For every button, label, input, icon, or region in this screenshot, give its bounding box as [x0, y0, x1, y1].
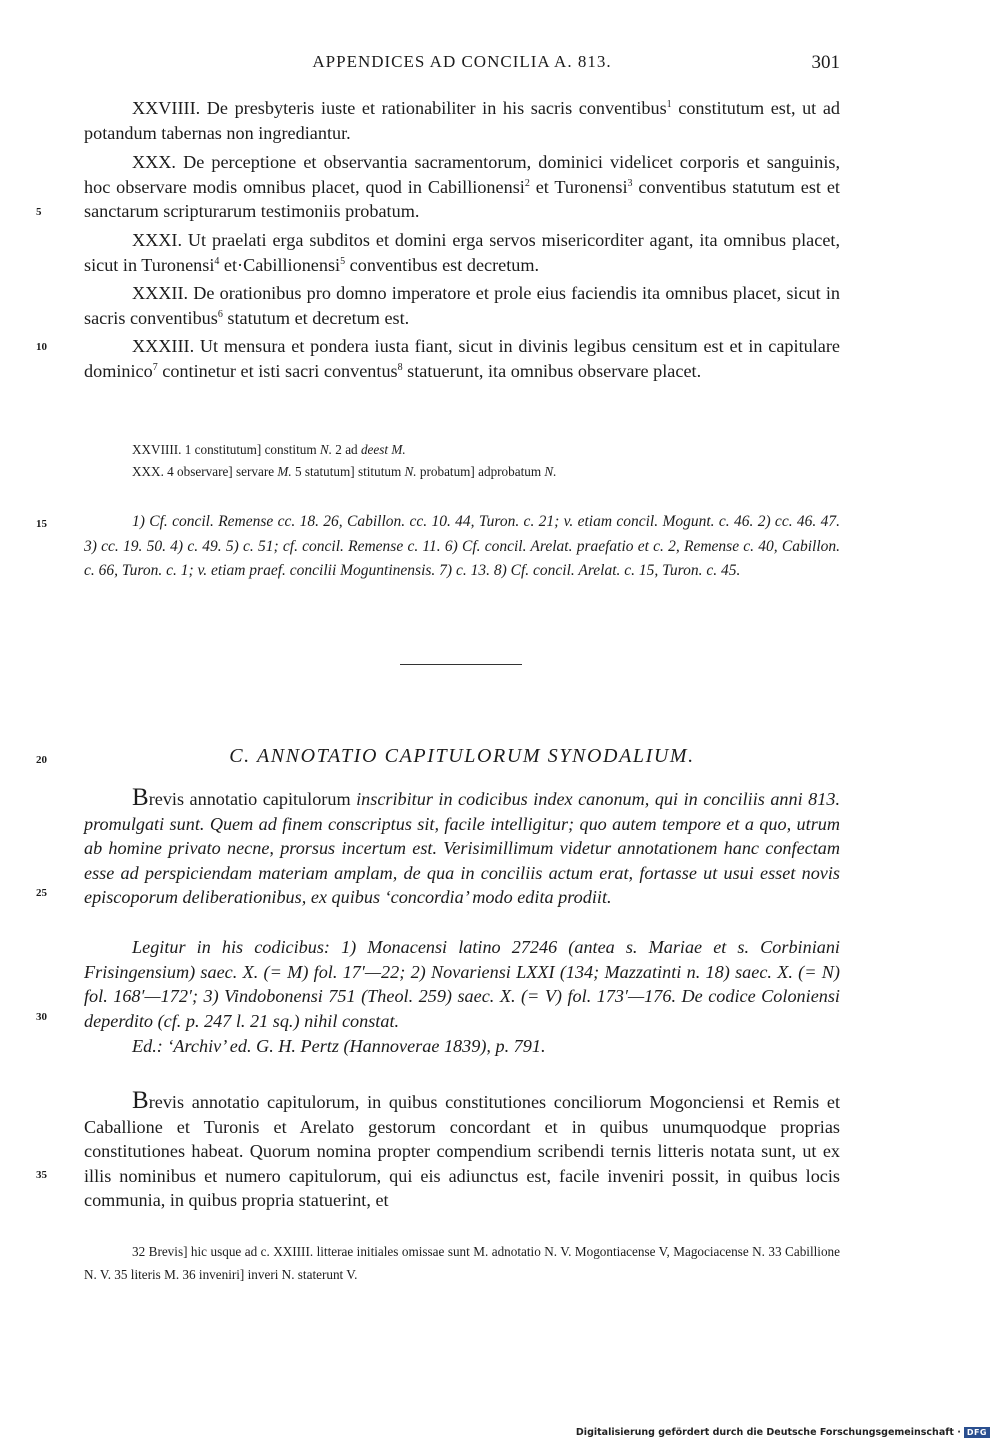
section-title: C. ANNOTATIO CAPITULORUM SYNODALIUM. [229, 745, 695, 767]
apparatus-line: XXX. 4 observare] servare M. 5 statutum] stitutum N. probatum] adprobatum N. [132, 464, 557, 479]
line-number: 10 [36, 341, 47, 353]
footnote-ref: 4 [214, 255, 220, 267]
running-title: APPENDICES AD CONCILIA A. 813. [312, 52, 612, 71]
drop-initial: B [132, 784, 149, 811]
edition-line: Ed.: ‘Archiv’ ed. G. H. Pertz (Hannoverae 1839), p. 791. [132, 1036, 546, 1056]
footnote-ref: 5 [340, 255, 346, 267]
footnote-ref: 2 [524, 177, 530, 189]
source-notes: 1) Cf. concil. Remense cc. 18. 26, Cabillon. cc. 10. 44, Turon. c. 21; v. etiam concil. Mogunt. c. 46. 2) cc. 46. 47. 3) cc. 19. 50. 4) c. 49. 5) c. 51; cf. concil. Remense c. 11. 6) Cf. concil. Arelat. praefatio et c. 2, Remense c. 40, Cabillon. c. 66, Turon. c. 1; v. etiam praef. concilii Moguntinensis. 7) c. 13. 8) Cf. concil. Arelat. c. 15, Turon. c. 45. [84, 513, 840, 579]
codices-paragraph: Legitur in his codicibus: 1) Monacensi latino 27246 (antea s. Mariae et s. Corbiniani Frisingensium) saec. X. (= M) fol. 17′—22; 2) Novariensi LXXI (134; Mazzatinti n. 18) saec. X. (= N) fol. 168′—172′; 3) Vindobonensi 751 (Theol. 259) saec. X. (= V) fol. 173′—176. De codice Coloniensi deperdito (cf. p. 247 l. 21 sq.) nihil constat. [84, 937, 840, 1031]
line-number: 20 [36, 754, 47, 766]
footer-text: Digitalisierung gefördert durch die Deutsche Forschungsgemeinschaft · [575, 1427, 961, 1438]
footnote-ref: 1 [666, 98, 672, 110]
dfg-footer [576, 1427, 990, 1438]
page-header [84, 52, 840, 78]
footnote-ref: 8 [397, 361, 403, 373]
intro-paragraph: Brevis annotatio capitulorum inscribitur in codicibus index canonum, qui in conciliis anni 813. promulgati sunt. Quem ad finem conscriptus sit, facile intelligitur; quo autem tempore et a quo, utrum ab homine privato necne, prorsus incertum est. Verisimillimum videtur annotationem hanc confectam esse ad perspiciendam materiam amplam, de qua in conciliis actum erat, fortasse ut usui esset novis episcoporum deliberationibus, ex quibus ‘concordia’ modo edita prodiit. [84, 784, 840, 907]
dfg-logo: DFG [964, 1427, 990, 1438]
chapter-30: XXX. De perceptione et observantia sacramentorum, dominici videlicet corporis et sanguinis, hoc observare modis omnibus placet, quod in Cabillionensi$^2$ et Turonensi$^3$ conventibus statutum est et sanctarum scripturarum testimoniis probatum. [84, 152, 840, 221]
critical-notes: 32 Brevis] hic usque ad c. XXIIII. litterae initiales omissae sunt M. adnotatio N. V. Mogontiacense V, Magociacense N. 33 Cabillione N. V. 35 literis M. 36 inveniri] inveri N. staterunt V. [84, 1244, 840, 1282]
section-divider [400, 664, 522, 665]
chapter-33: XXXIII. Ut mensura et pondera iusta fiant, sicut in divinis legibus censitum est et in capitulare dominico$^7$ continetur et isti sacri conventus$^8$ statuerunt, ita omnibus observare placet. [84, 336, 840, 381]
chapter-29: XXVIIII. De presbyteris iuste et rationabiliter in his sacris conventibus$^1$ constitutum est, ut ad potandum tabernas non ingrediantur. [84, 98, 840, 143]
footnote-ref: 6 [217, 308, 223, 320]
line-number: 15 [36, 518, 47, 530]
footnote-ref: 3 [627, 177, 633, 189]
drop-initial: B [132, 1087, 149, 1114]
apparatus-line: XXVIIII. 1 constitutum] constitum N. 2 ad deest M. [132, 442, 406, 457]
page-number: 301 [811, 52, 840, 73]
line-number: 5 [36, 206, 42, 218]
main-text: Brevis annotatio capitulorum, in quibus constitutiones conciliorum Mogonciensi et Remis et Caballione et Turonis et Arelato gestorum concordant et in quibus unumquodque proprias constitutiones habeat. Quorum nomina propter compendium scribendi ternis litteris notata sunt, ut ex illis nominibus et numero capitulorum, qui eis adiunctus est, facile inveniri possit, in quibus locis communia, in quibus propria statuerint, et [84, 1087, 840, 1210]
line-number: 35 [36, 1169, 47, 1181]
chapter-32: XXXII. De orationibus pro domno imperatore et prole eius faciendis ita omnibus placet, sicut in sacris conventibus$^6$ statutum et decretum est. [84, 283, 840, 328]
chapter-31: XXXI. Ut praelati erga subditos et domini erga servos misericorditer agant, ita omnibus placet, sicut in Turonensi$^4$ et·Cabillionensi$^5$ conventibus est decretum. [84, 230, 840, 275]
footnote-ref: 7 [152, 361, 158, 373]
line-number: 25 [36, 887, 47, 899]
line-number: 30 [36, 1011, 47, 1023]
